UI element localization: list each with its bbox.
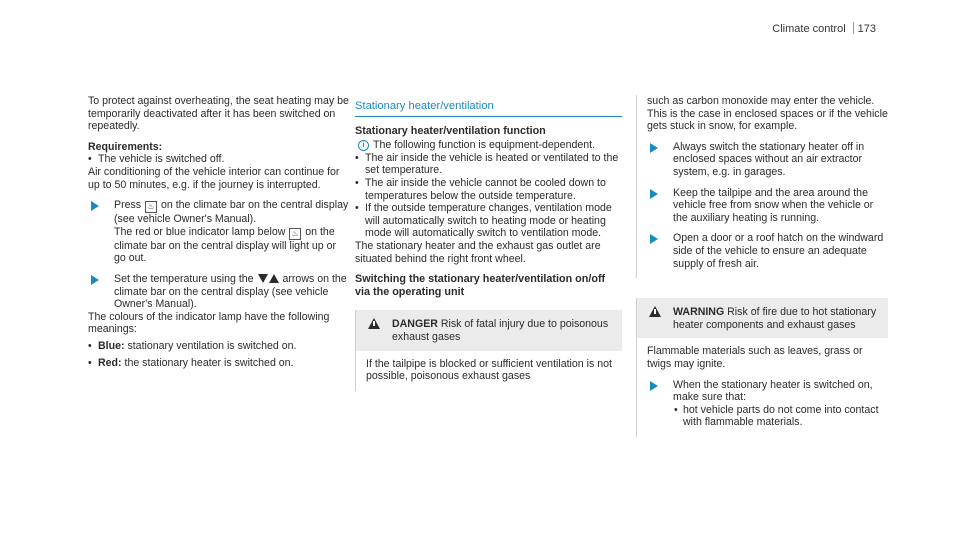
action-arrow-icon (650, 381, 658, 391)
column-middle (355, 95, 622, 391)
action-step: Keep the tailpipe and the area around the vehicle free from snow when the vehicle or the auxiliary heating is running. (647, 187, 888, 225)
warning-text: Flammable materials such as leaves, grass or twigs may ignite. (647, 345, 863, 370)
page-header (772, 22, 876, 36)
step-text: on the climate bar on the central display (see vehicle Owner's Manual). (114, 199, 349, 226)
requirement-item: • The vehicle is switched off. (98, 153, 350, 166)
danger-continuation (636, 95, 888, 278)
stationary-heater-icon: ♨ (145, 201, 157, 213)
colours-paragraph: The colours of the indicator lamp have the following meanings: (88, 310, 330, 336)
switching-heading: Switching the stationary heater/ventilation on/off via the operating unit (355, 273, 606, 298)
aircon-paragraph: Air conditioning of the vehicle interior can continue for up to 50 minutes, e.g. if the journey is interrupted. (88, 165, 340, 191)
condition-item: • hot vehicle parts do not come into contact with flammable materials. (683, 404, 882, 429)
function-item: • The air inside the vehicle is heated or ventilated to the set temperature. (365, 152, 622, 177)
requirements-list (88, 153, 350, 166)
requirements-heading: Requirements: (88, 140, 163, 153)
warning-body (637, 338, 888, 437)
action-step: Open a door or a roof hatch on the windward side of the vehicle to ensure an adequate supply of fresh air. (647, 232, 888, 270)
step-text: Set the temperature using the (114, 272, 254, 285)
warning-title: Risk of fire due to hot stationary heater components and exhaust gases (673, 306, 877, 331)
section-name: Climate control (772, 23, 846, 35)
danger-label: DANGER (392, 318, 438, 331)
page-number: 173 (857, 23, 876, 35)
warning-triangle-icon (649, 306, 661, 317)
warning-header (637, 298, 888, 338)
press-button-step (88, 199, 350, 265)
action-step: Always switch the stationary heater off in enclosed spaces without an air extractor system, e.g. in garages. (647, 141, 888, 179)
meaning-item-blue: • Blue: stationary ventilation is switched on. (98, 340, 350, 353)
continued-paragraph: such as carbon monoxide may enter the vehicle. This is the case in enclosed spaces or if the vehicle gets stuck in snow, for example. (647, 95, 888, 133)
info-icon: i (358, 140, 369, 151)
step-text: on the climate bar on the central display will light up or go out. (114, 225, 336, 265)
danger-box (355, 310, 622, 390)
action-arrow-icon (650, 189, 658, 199)
step-text: arrows on the climate bar on the central display (see vehicle Owner's Manual). (114, 272, 347, 311)
step-text: Press (114, 199, 142, 212)
header-divider (853, 22, 854, 34)
action-arrow-icon (91, 275, 99, 285)
overheating-paragraph: To protect against overheating, the seat heating may be temporarily deactivated after it has been switched on repeatedly. (88, 95, 349, 133)
action-arrow-icon (650, 143, 658, 153)
warning-triangle-icon (368, 318, 380, 329)
danger-body: If the tailpipe is blocked or sufficient ventilation is not possible, poisonous exhaust gases (366, 357, 612, 383)
warning-label: WARNING (673, 306, 725, 319)
danger-header (356, 310, 622, 350)
danger-title: Risk of fatal injury due to poisonous exhaust gases (392, 318, 609, 343)
action-step: When the stationary heater is switched on, make sure that: • hot vehicle parts do not come into contact with flammable materials. (647, 379, 882, 429)
action-arrow-icon (91, 201, 99, 211)
equipment-note: i The following function is equipment-dependent. (355, 139, 622, 152)
meaning-item-red: • Red: the stationary heater is switched on. (98, 357, 350, 370)
set-temperature-step (88, 273, 350, 311)
function-list (355, 152, 622, 240)
colour-meanings-list (88, 340, 350, 369)
stationary-heater-icon: ♨ (289, 228, 301, 240)
up-down-arrows-icon (258, 274, 279, 283)
column-left (88, 95, 350, 369)
warning-box (636, 298, 888, 437)
location-paragraph: The stationary heater and the exhaust gas outlet are situated behind the right front wheel. (355, 239, 601, 265)
action-arrow-icon (650, 234, 658, 244)
function-item: • If the outside temperature changes, ventilation mode will automatically switch to heating mode or heating mode will automatically switch to ventilation mode. (365, 202, 622, 240)
column-right (636, 95, 888, 437)
step-text: The red or blue indicator lamp below (114, 225, 286, 238)
function-heading: Stationary heater/ventilation function (355, 124, 546, 137)
function-item: • The air inside the vehicle cannot be cooled down to temperatures below the outside temperature. (365, 177, 622, 202)
warning-conditions-list (673, 404, 882, 429)
section-title: Stationary heater/ventilation (355, 100, 622, 117)
